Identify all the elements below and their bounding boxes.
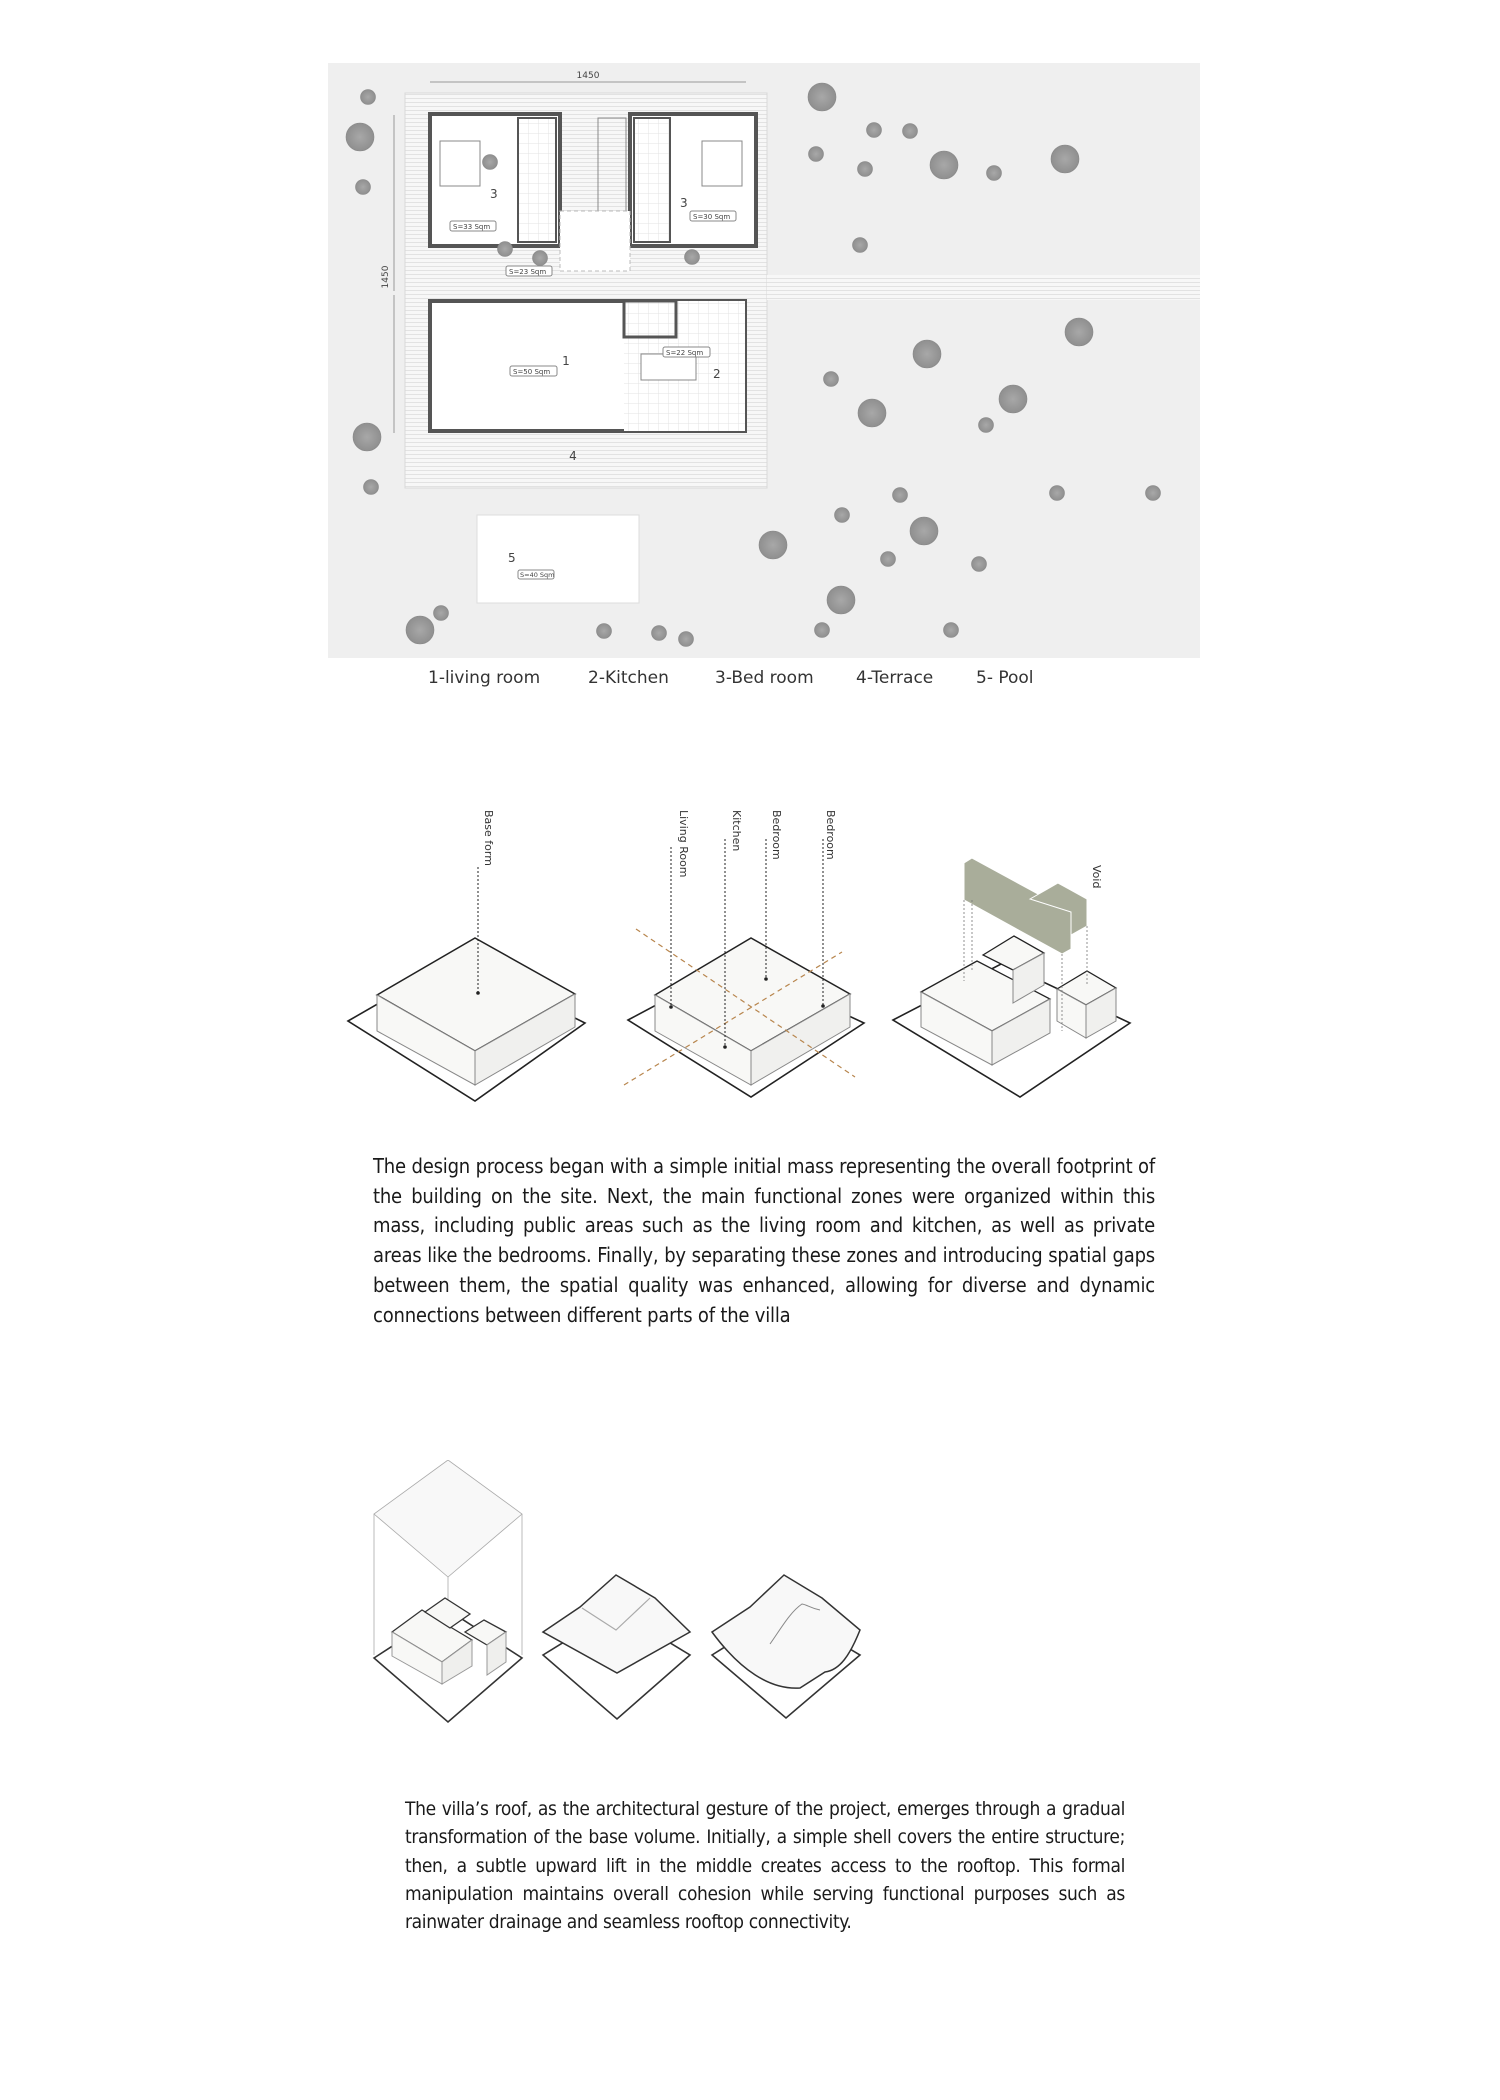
room-number-bedroom-right: 3 <box>680 196 688 210</box>
roof-diagram <box>370 1460 1150 1760</box>
area-tag-living: S=50 Sqm <box>513 368 551 376</box>
roof-paragraph: The villa’s roof, as the architectural gesture of the project, emerges through a gradual transformation of the base volume. Initially, a simple shell covers the entire structure; then, a subtle upward lift in the middle creates access to the rooftop. This formal manipulation maintains overall cohesion while serving functional purposes such as rainwater drainage and seamless rooftop connectivity. <box>405 1798 1125 1934</box>
legend-item-bedroom: 3-Bed room <box>715 668 814 688</box>
legend-item-living-room: 1-living room <box>428 668 541 688</box>
room-number-kitchen: 2 <box>713 367 721 381</box>
area-tag-bedroom-right: S=30 Sqm <box>693 213 731 221</box>
massing-diagram <box>330 795 1180 1125</box>
dimension-horizontal: 1450 <box>576 71 600 81</box>
room-number-terrace: 4 <box>569 449 577 463</box>
floor-plan-image <box>328 63 1200 658</box>
dimension-vertical: 1450 <box>381 265 391 289</box>
area-tag-hall: S=23 Sqm <box>509 268 547 276</box>
plan-legend <box>420 668 1140 696</box>
label-void: Void <box>1090 865 1103 889</box>
floor-plan-drawing <box>328 63 1200 658</box>
area-tag-kitchen: S=22 Sqm <box>666 349 704 357</box>
legend-item-kitchen: 2-Kitchen <box>588 668 669 688</box>
legend-item-pool: 5- Pool <box>976 668 1034 688</box>
label-kitchen: Kitchen <box>730 810 743 852</box>
label-base-form: Base form <box>482 810 495 866</box>
label-bedroom-1: Bedroom <box>770 810 783 860</box>
area-tag-pool: S=40 Sqm <box>520 571 555 579</box>
void-volume <box>964 858 1087 954</box>
area-tag-bedroom-left: S=33 Sqm <box>453 223 491 231</box>
design-process-paragraph: The design process began with a simple initial mass representing the overall footprint of the building on the site. Next, the main functional zones were organized within this mass, including public areas such as the living room and kitchen, as well as private areas like the bedrooms. Finally, by separating these zones and introducing spatial gaps between them, the spatial quality was enhanced, allowing for diverse and dynamic connections between different parts of the villa <box>373 1154 1155 1327</box>
label-living-room: Living Room <box>677 810 690 878</box>
label-bedroom-2: Bedroom <box>824 810 837 860</box>
room-number-bedroom-left: 3 <box>490 187 498 201</box>
room-number-living: 1 <box>562 354 570 368</box>
legend-item-terrace: 4-Terrace <box>856 668 934 688</box>
room-number-pool: 5 <box>508 551 516 565</box>
